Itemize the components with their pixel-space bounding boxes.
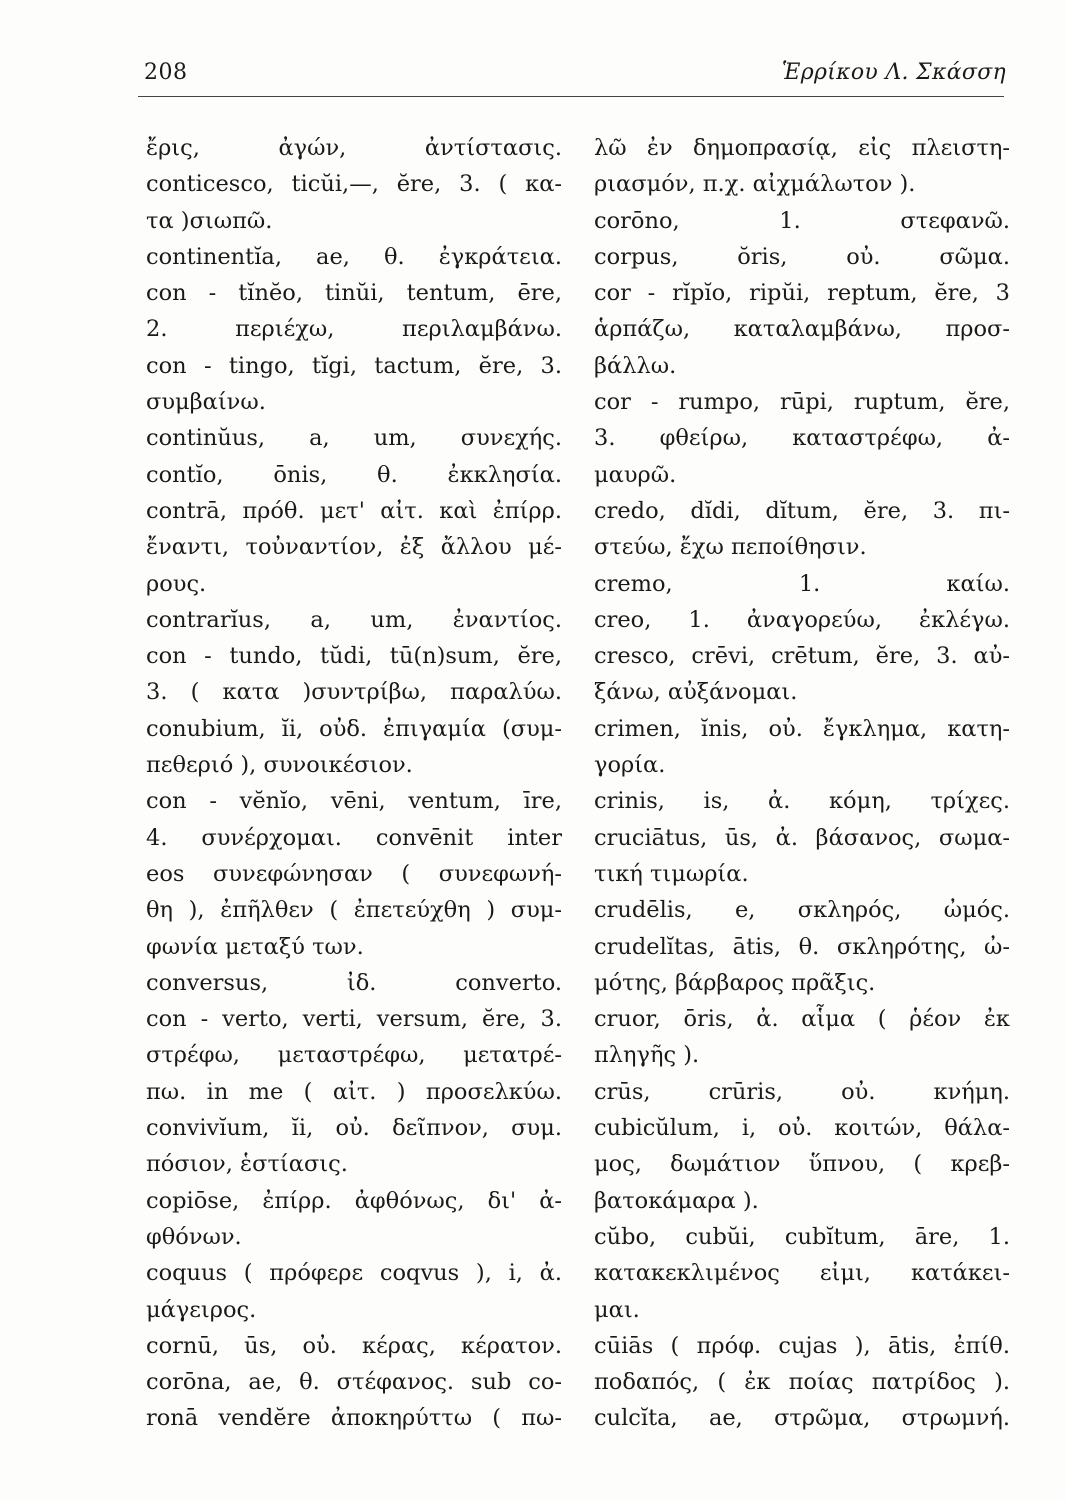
entry-line: ἔρις, ἀγών, ἀντίστασις. — [146, 135, 562, 161]
running-head: Ἑρρίκου Λ. Σκάσση — [781, 60, 1006, 85]
entry-line: cresco, crēvi, crētum, ĕre, 3. αὐ- — [594, 643, 1010, 670]
page-header — [144, 58, 1006, 98]
entry-line: 3. φθείρω, καταστρέφω, ἀ- — [594, 425, 1010, 452]
entry-line: ποδαπός, ( ἐκ ποίας πατρίδος ). — [594, 1369, 1010, 1396]
entry-line: eos συνεφώνησαν ( συνεφωνή- — [146, 860, 562, 887]
entry-line: con - verto, verti, versum, ĕre, 3. — [146, 1006, 562, 1033]
entry-line: cruciātus, ūs, ἀ. βάσανος, σωμα- — [594, 824, 1010, 851]
entry-line: coquus ( πρόφερε coqvus ), i, ἀ. — [146, 1260, 562, 1287]
entry-line: conversus, ἰδ. converto. — [146, 969, 562, 996]
entry-line: corpus, ŏris, οὐ. σῶμα. — [594, 243, 1010, 270]
entry-line: cor - rĭpĭo, ripŭi, reptum, ĕre, 3 — [594, 280, 1010, 307]
entry-line: crimen, ĭnis, οὐ. ἔγκλημα, κατη- — [594, 715, 1010, 742]
entry-line: cruor, ōris, ἀ. αἷμα ( ῥέον ἐκ — [594, 1006, 1010, 1033]
entry-line: copiōse, ἐπίρρ. ἀφθόνως, δι' ἀ- — [146, 1187, 562, 1214]
entry-line: ξάνω, αὐξάνομαι. — [594, 679, 798, 706]
entry-line: cūiās ( πρόφ. cujas ), ātis, ἐπίθ. — [594, 1332, 1010, 1359]
entry-line: βάλλω. — [594, 352, 677, 379]
entry-line: conubium, ĭi, οὐδ. ἐπιγαμία (συμ- — [146, 715, 562, 742]
entry-line: μάγειρος. — [146, 1296, 257, 1323]
entry-line: βατοκάμαρα ). — [594, 1187, 759, 1214]
right-column — [594, 130, 1010, 1437]
entry-line: corōno, 1. στεφανῶ. — [594, 207, 1010, 234]
entry-line: crudelĭtas, ātis, θ. σκληρότης, ὠ- — [594, 933, 1010, 960]
entry-line: continentĭa, ae, θ. ἐγκράτεια. — [146, 243, 562, 270]
entry-line: φωνία μεταξύ των. — [146, 933, 364, 960]
entry-line: contĭo, ōnis, θ. ἐκκλησία. — [146, 461, 562, 488]
left-column — [146, 130, 562, 1437]
header-rule — [138, 96, 1004, 97]
entry-line: cornū, ūs, οὐ. κέρας, κέρατον. — [146, 1332, 562, 1359]
entry-line: 4. συνέρχομαι. convēnit inter — [146, 824, 562, 851]
entry-line: μαυρῶ. — [594, 461, 677, 488]
entry-line: crudēlis, e, σκληρός, ὠμός. — [594, 897, 1010, 924]
entry-line: contrā, πρόθ. μετ' αἰτ. καὶ ἐπίρρ. — [146, 497, 562, 524]
entry-line: continŭus, a, um, συνεχής. — [146, 425, 562, 452]
entry-line: ronā vendĕre ἀποκηρύττω ( πω- — [146, 1405, 562, 1432]
entry-line: creo, 1. ἀναγορεύω, ἐκλέγω. — [594, 606, 1010, 633]
entry-line: corōna, ae, θ. στέφανος. sub co- — [146, 1369, 562, 1396]
entry-line: 2. περιέχω, περιλαμβάνω. — [146, 316, 562, 343]
entry-line: τα )σιωπῶ. — [146, 207, 273, 234]
entry-line: crinis, is, ἀ. κόμη, τρίχες. — [594, 788, 1010, 815]
entry-line: πεθεριό ), συνοικέσιον. — [146, 752, 413, 779]
entry-line: ἁρπάζω, καταλαμβάνω, προσ- — [594, 316, 1010, 343]
entry-line: θη ), ἐπῆλθεν ( ἐπετεύχθη ) συμ- — [146, 897, 562, 924]
entry-line: γορία. — [594, 752, 666, 779]
entry-line: crūs, crūris, οὐ. κνήμη. — [594, 1078, 1010, 1105]
entry-line: μότης, βάρβαρος πρᾶξις. — [594, 969, 876, 996]
entry-line: ρους. — [146, 570, 207, 597]
entry-line: πληγῆς ). — [594, 1042, 700, 1069]
entry-line: λῶ ἐν δημοπρασίᾳ, εἰς πλειστη- — [594, 135, 1010, 161]
entry-line: στεύω, ἔχω πεποίθησιν. — [594, 534, 867, 561]
page-number: 208 — [144, 60, 188, 85]
entry-line: ριασμόν, π.χ. αἰχμάλωτον ). — [594, 171, 916, 198]
entry-line: μαι. — [594, 1296, 640, 1323]
entry-line: conticesco, ticŭi,—, ĕre, 3. ( κα- — [146, 171, 562, 198]
entry-line: κατακεκλιμένος εἰμι, κατάκει- — [594, 1260, 1010, 1287]
entry-line: con - tundo, tŭdi, tū(n)sum, ĕre, — [146, 643, 562, 670]
entry-line: στρέφω, μεταστρέφω, μετατρέ- — [146, 1042, 562, 1069]
entry-line: συμβαίνω. — [146, 389, 266, 416]
entry-line: cremo, 1. καίω. — [594, 570, 1010, 597]
entry-line: ἔναντι, τοὐναντίον, ἐξ ἄλλου μέ- — [146, 534, 562, 561]
entry-line: credo, dĭdi, dĭtum, ĕre, 3. πι- — [594, 497, 1010, 524]
entry-line: 3. ( κατα )συντρίβω, παραλύω. — [146, 679, 562, 706]
entry-line: contrarĭus, a, um, ἐναντίος. — [146, 606, 562, 633]
entry-line: con - tingo, tĭgi, tactum, ĕre, 3. — [146, 352, 562, 379]
entry-line: con - vĕnĭo, vēni, ventum, īre, — [146, 788, 562, 815]
entry-line: φθόνων. — [146, 1223, 242, 1250]
entry-line: cubicŭlum, i, οὐ. κοιτών, θάλα- — [594, 1115, 1010, 1142]
entry-line: cŭbo, cubŭi, cubĭtum, āre, 1. — [594, 1223, 1010, 1250]
entry-line: πόσιον, ἑστίασις. — [146, 1151, 348, 1178]
entry-line: cor - rumpo, rūpi, ruptum, ĕre, — [594, 389, 1010, 416]
entry-line: πω. in me ( αἰτ. ) προσελκύω. — [146, 1078, 562, 1105]
entry-line: con - tĭnĕo, tinŭi, tentum, ēre, — [146, 280, 562, 307]
entry-line: convivĭum, ĭi, οὐ. δεῖπνον, συμ. — [146, 1115, 562, 1142]
entry-line: μος, δωμάτιον ὕπνου, ( κρεβ- — [594, 1151, 1010, 1178]
entry-line: τική τιμωρία. — [594, 860, 749, 887]
entry-line: culcĭta, ae, στρῶμα, στρωμνή. — [594, 1405, 1010, 1432]
